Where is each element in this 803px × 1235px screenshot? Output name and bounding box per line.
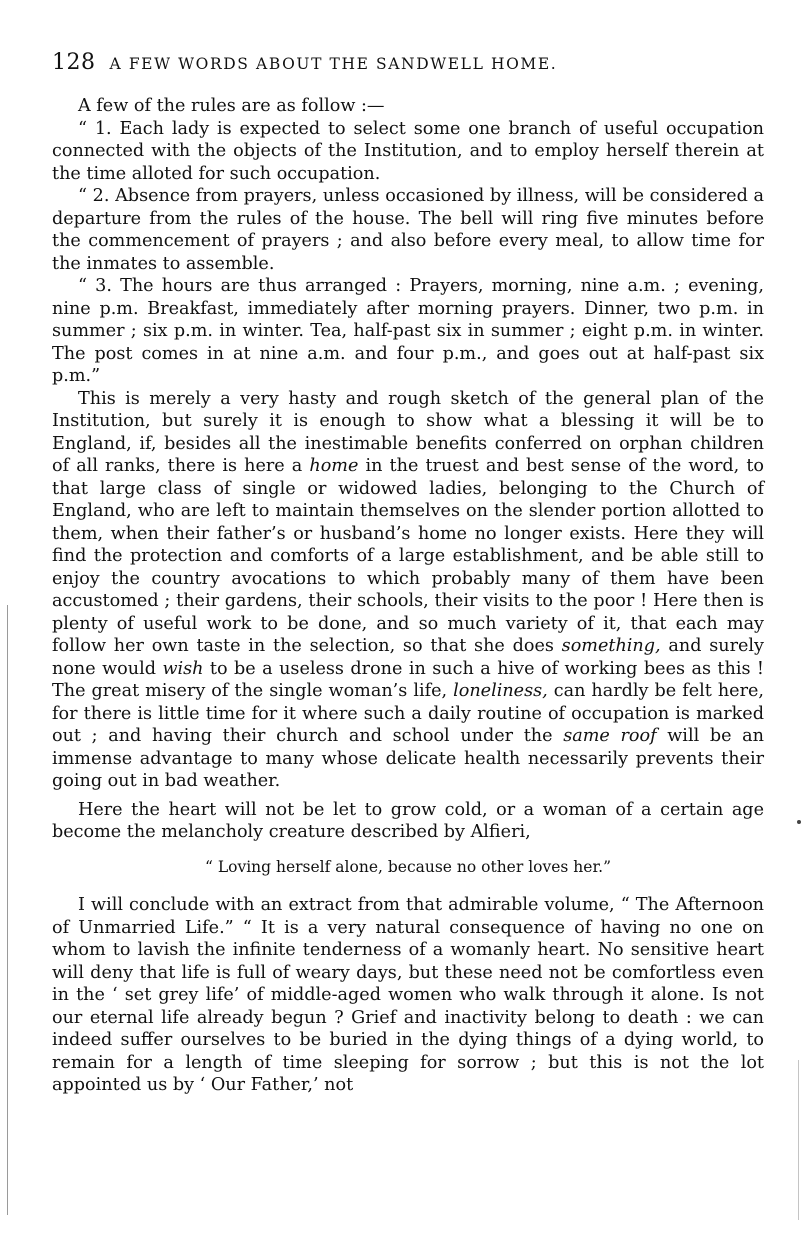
page-number: 128 [52, 50, 96, 75]
margin-rule [7, 605, 8, 1215]
rule-2: “ 2. Absence from prayers, unless occasioned by illness, will be considered a departure from the rules of the house. The bell will ring five minutes before the commencement of prayers ; and also before every meal, to allow time for the inmates to assemble. [52, 186, 764, 274]
italic-same-roof: same roof [563, 726, 657, 746]
alfieri-quote: “ Loving herself alone, because no other loves her.” [204, 857, 612, 876]
rule-3: “ 3. The hours are thus arranged : Prayers, morning, nine a.m. ; evening, nine p.m. Breakfast, immediately after morning prayers. Dinner, two p.m. in summer ; six p.m. in winter. Tea, half-past six in summer ; eight p.m. in winter. The post comes in at nine a.m. and four p.m., and goes out at half-past six p.m.” [52, 276, 764, 386]
text-run: will be an immense advantage to many whose delicate health necessarily prevents their going out in bad weather. [52, 726, 765, 791]
right-margin-rule [798, 1060, 799, 1220]
body-text [52, 95, 764, 1097]
rules-intro: A few of the rules are as follow :— [78, 96, 385, 116]
paragraph-heart: Here the heart will not be let to grow cold, or a woman of a certain age become the melancholy creature described by Alfieri, [52, 799, 764, 842]
paragraph-sketch [52, 388, 764, 793]
text-run: and surely none would [52, 636, 764, 679]
italic-home: home [309, 456, 359, 476]
italic-wish: wish [162, 658, 204, 679]
text-run: in the truest and best sense of the word, to that large class of single or widowed ladies, belonging to the Church of England, who are left to maintain themselves on the slender portion allotted to them, when their father’s or husband’s home no longer exists. Here they will find the protection and comforts of a large establishment, and be able still to enjoy the country avocations to which probably many of them have been accustomed ; their gardens, their schools, their visits to the poor ! Here then is plenty of useful work to be done, and so much variety of it, that each may follow her own taste in the selection, so that she does [52, 456, 765, 656]
margin-mark [797, 820, 801, 824]
page-header [52, 50, 764, 75]
text-run: This is merely a very hasty and rough sketch of the general plan of the Institution, but surely it is enough to show what a blessing it will be to England, if, besides all the inestimable benefits conferred on orphan children of all ranks, there is here a [52, 388, 764, 476]
page [52, 50, 764, 1097]
paragraph-conclusion: I will conclude with an extract from that admirable volume, “ The Afternoon of Unmarried Life.” “ It is a very natural consequence of having no one on whom to lavish the infinite tenderness of a womanly heart. No sensitive heart will deny that life is full of weary days, but these need not be comfortless even in the ‘ set grey life’ of middle-aged women who walk through it alone. Is not our eternal life already begun ? Grief and inactivity belong to death : we can indeed suffer ourselves to be buried in the dying things of a dying world, to remain for a length of time sleeping for sorrow ; but this is not the lot appointed us by ‘ Our Father,’ not [52, 895, 764, 1095]
rule-1: “ 1. Each lady is expected to select some one branch of useful occupation connected with the objects of the Institution, and to employ herself therein at the time alloted for such occupation. [52, 118, 764, 184]
text-run: can hardly be felt here, for there is little time for it where such a daily routine of occupation is marked out ; and having their church and school under the [52, 681, 764, 746]
italic-something: something, [561, 636, 661, 656]
italic-loneliness: loneliness, [453, 681, 548, 701]
running-title: A FEW WORDS ABOUT THE SANDWELL HOME. [109, 55, 558, 73]
text-run: to be a useless drone in such a hive of working bees as this ! The great misery of the single woman’s life, [52, 658, 764, 701]
